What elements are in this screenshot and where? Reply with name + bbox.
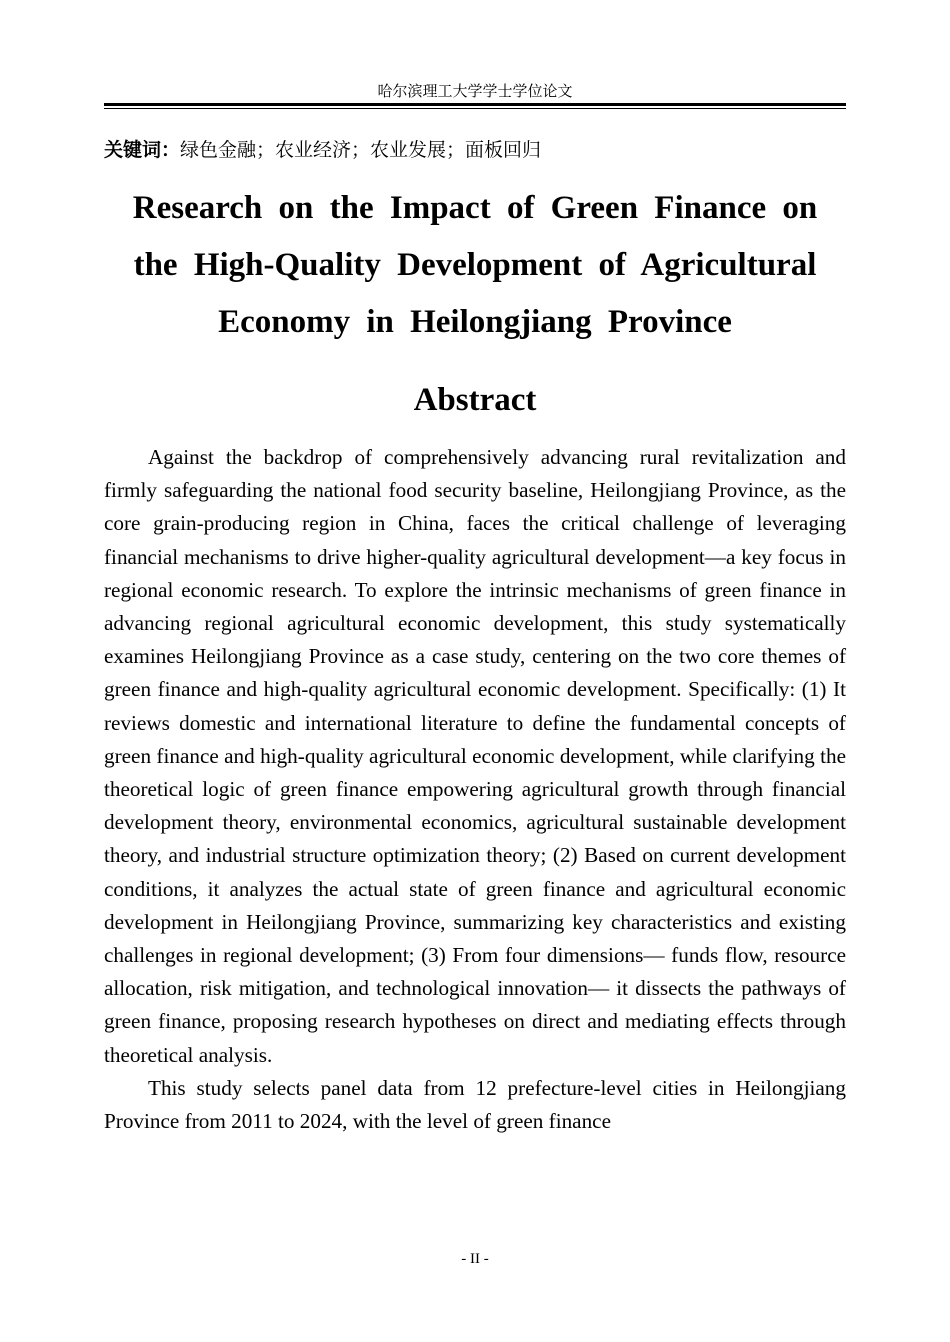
header-rule-thin	[104, 108, 846, 109]
page-number: - II -	[461, 1251, 489, 1267]
keywords-label: 关键词：	[104, 139, 181, 161]
abstract-paragraph-1: Against the backdrop of comprehensively advancing rural revitalization and firmly safeguarding the national food security baseline, Heilongjiang Province, as the core grain-producing region in China, faces the critical challenge of leveraging financial mechanisms to drive higher-quality agricultural development—a key focus in regional economic research. To explore the intrinsic mechanisms of green finance in advancing regional agricultural economic development, this study systematically examines Heilongjiang Province as a case study, centering on the two core themes of green finance and high-quality agricultural economic development. Specifically: (1) It reviews domestic and international literature to define the fundamental concepts of green finance and high-quality agricultural economic development, while clarifying the theoretical logic of green finance empowering agricultural growth through financial development theory, environmental economics, agricultural sustainable development theory, and industrial structure optimization theory; (2) Based on current development conditions, it analyzes the actual state of green finance and agricultural economic development in Heilongjiang Province, summarizing key characteristics and existing challenges in regional development; (3) From four dimensions— funds flow, resource allocation, risk mitigation, and technological innovation— it dissects the pathways of green finance, proposing research hypotheses on direct and mediating effects through theoretical analysis.	[104, 445, 846, 1067]
keywords-items: 绿色金融；农业经济；农业发展；面板回归	[180, 139, 542, 161]
paper-title: Research on the Impact of Green Finance on the High-Quality Development of Agricultural Economy in Heilongjiang Province	[132, 190, 818, 340]
running-header: 哈尔滨理工大学学士学位论文	[377, 82, 573, 100]
abstract-paragraph-2: This study selects panel data from 12 prefecture-level cities in Heilongjiang Province from 2011 to 2024, with the level of green finance	[104, 1075, 846, 1134]
header-rule-thick	[104, 103, 846, 106]
abstract-heading: Abstract	[413, 382, 537, 418]
keywords-line	[104, 137, 541, 163]
abstract-body	[104, 441, 846, 1138]
